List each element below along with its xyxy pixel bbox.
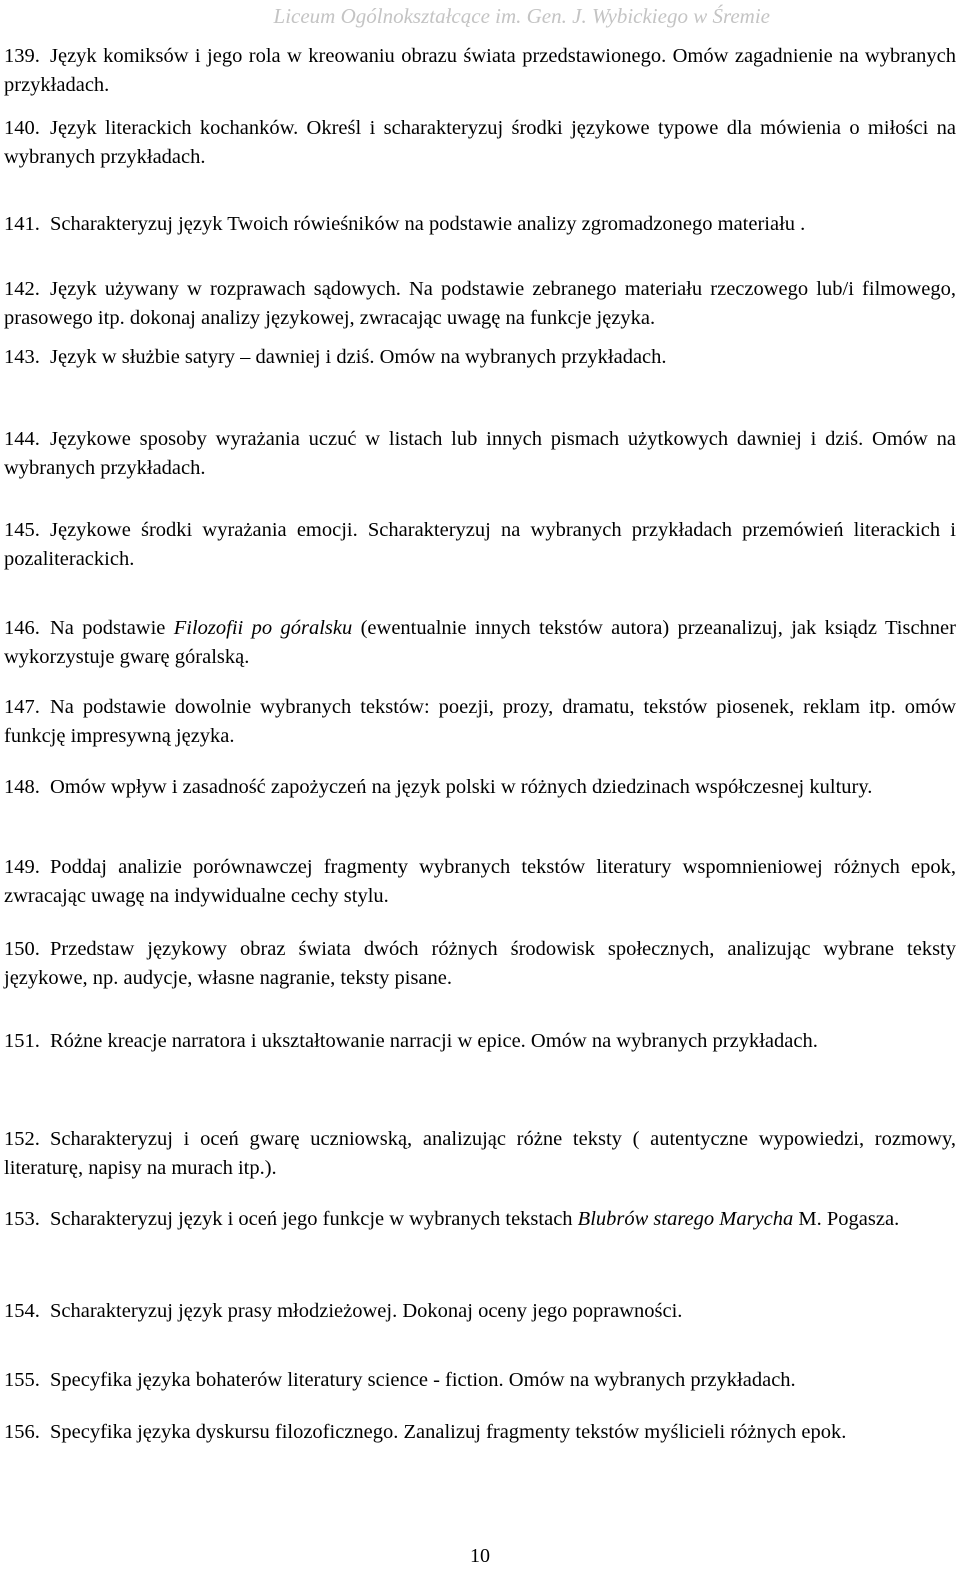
topic-text: Poddaj analizie porównawczej fragmenty wybranych tekstów literatury wspomnieniowej różnych epok, zwracając uwagę na indywidualne cechy stylu. bbox=[4, 856, 956, 907]
topic-text: Specyfika języka dyskursu filozoficznego. Zanalizuj fragmenty tekstów myślicieli różnych epok. bbox=[50, 1421, 847, 1443]
topic-item bbox=[4, 210, 956, 239]
topic-item bbox=[4, 425, 956, 483]
topic-number: 153. bbox=[4, 1208, 40, 1230]
topic-number: 145. bbox=[4, 519, 40, 541]
topic-item bbox=[4, 114, 956, 172]
topic-number: 152. bbox=[4, 1128, 40, 1150]
topic-text: Scharakteryzuj język Twoich rówieśników na podstawie analizy zgromadzonego materiału . bbox=[50, 213, 806, 235]
topic-text: Język literackich kochanków. Określ i scharakteryzuj środki językowe typowe dla mówienia o miłości na wybranych przykładach. bbox=[4, 117, 956, 168]
topic-item bbox=[4, 853, 956, 911]
topic-item bbox=[4, 1027, 956, 1056]
topic-text: Omów wpływ i zasadność zapożyczeń na język polski w różnych dziedzinach współczesnej kultury. bbox=[50, 776, 873, 798]
topic-item bbox=[4, 1125, 956, 1183]
topic-number: 155. bbox=[4, 1369, 40, 1391]
topic-text: M. Pogasza. bbox=[793, 1208, 900, 1230]
topic-item bbox=[4, 1418, 956, 1447]
topic-text: Przedstaw językowy obraz świata dwóch różnych środowisk społecznych, analizując wybrane teksty językowe, np. audycje, własne nagranie, teksty pisane. bbox=[4, 938, 956, 989]
page-header: Liceum Ogólnokształcące im. Gen. J. Wybickiego w Śremie bbox=[273, 4, 770, 28]
topic-text: Różne kreacje narratora i ukształtowanie narracji w epice. Omów na wybranych przykładach. bbox=[50, 1030, 818, 1052]
topic-number: 143. bbox=[4, 346, 40, 368]
topic-text: Scharakteryzuj język prasy młodzieżowej. Dokonaj oceny jego poprawności. bbox=[50, 1300, 683, 1322]
topic-item bbox=[4, 1297, 956, 1326]
topic-text: Specyfika języka bohaterów literatury science - fiction. Omów na wybranych przykładach. bbox=[50, 1369, 796, 1391]
topic-number: 146. bbox=[4, 617, 40, 639]
topic-number: 156. bbox=[4, 1421, 40, 1443]
topic-text: Język używany w rozprawach sądowych. Na podstawie zebranego materiału rzeczowego lub/i filmowego, prasowego itp. dokonaj analizy językowej, zwracając uwagę na funkcje języka. bbox=[4, 278, 956, 329]
topic-text: Językowe środki wyrażania emocji. Scharakteryzuj na wybranych przykładach przemówień literackich i pozaliterackich. bbox=[4, 519, 956, 570]
topic-number: 147. bbox=[4, 696, 40, 718]
topic-number: 142. bbox=[4, 278, 40, 300]
topic-number: 151. bbox=[4, 1030, 40, 1052]
topic-number: 144. bbox=[4, 428, 40, 450]
topic-item bbox=[4, 42, 956, 100]
page-number: 10 bbox=[470, 1545, 490, 1567]
topic-text: Scharakteryzuj język i oceń jego funkcje w wybranych tekstach bbox=[50, 1208, 578, 1230]
topic-number: 150. bbox=[4, 938, 40, 960]
topic-item bbox=[4, 275, 956, 333]
topic-item bbox=[4, 1205, 956, 1234]
topic-title-italic: Blubrów starego Marycha bbox=[577, 1208, 794, 1230]
topic-number: 139. bbox=[4, 45, 40, 67]
topic-item bbox=[4, 693, 956, 751]
topic-item bbox=[4, 614, 956, 672]
topic-text: Język w służbie satyry – dawniej i dziś. Omów na wybranych przykładach. bbox=[50, 346, 667, 368]
topic-item bbox=[4, 935, 956, 993]
topic-title-italic: Filozofii po góralsku bbox=[173, 617, 353, 639]
topic-number: 141. bbox=[4, 213, 40, 235]
topic-text: Językowe sposoby wyrażania uczuć w listach lub innych pismach użytkowych dawniej i dziś. Omów na wybranych przykładach. bbox=[4, 428, 956, 479]
topic-number: 154. bbox=[4, 1300, 40, 1322]
topic-item bbox=[4, 343, 956, 372]
topic-text: (ewentualnie innych tekstów autora) przeanalizuj, jak ksiądz Tischner wykorzystuje gwarę góralską. bbox=[4, 617, 956, 668]
topic-text: Na podstawie dowolnie wybranych tekstów: poezji, prozy, dramatu, tekstów piosenek, reklam itp. omów funkcję impresywną języka. bbox=[4, 696, 956, 747]
topic-text: Język komiksów i jego rola w kreowaniu obrazu świata przedstawionego. Omów zagadnienie na wybranych przykładach. bbox=[4, 45, 956, 96]
topic-text: Scharakteryzuj i oceń gwarę uczniowską, analizując różne teksty ( autentyczne wypowiedzi, rozmowy, literaturę, napisy na murach itp.). bbox=[4, 1128, 956, 1179]
topic-text: Na podstawie bbox=[50, 617, 174, 639]
topic-item bbox=[4, 773, 956, 802]
topic-number: 140. bbox=[4, 117, 40, 139]
topic-item bbox=[4, 516, 956, 574]
topic-item bbox=[4, 1366, 956, 1395]
topic-number: 148. bbox=[4, 776, 40, 798]
topic-number: 149. bbox=[4, 856, 40, 878]
